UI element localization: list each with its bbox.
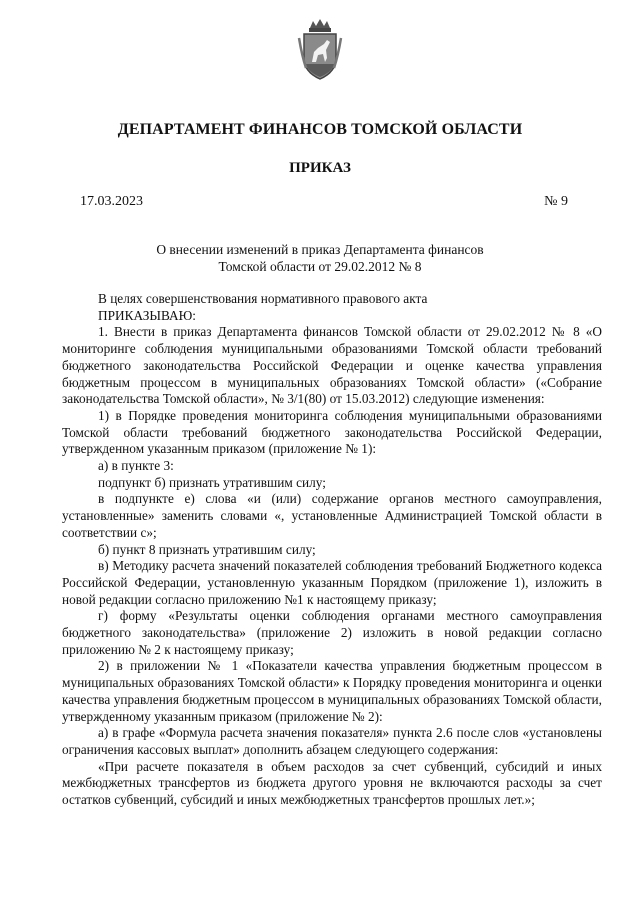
body-paragraph: ПРИКАЗЫВАЮ: (98, 307, 196, 323)
body-paragraph: «При расчете показателя в объем расходов за счет субвенций, субсидий и иных межбюджетных трансфертов из бюджета другого уровня не включаются расходы за счет остатков субвенций, субсидий и иных межбюджетных трансфертов прошлых лет.»; (62, 758, 602, 808)
body-paragraph: в подпункте е) слова «и (или) содержание органов местного самоуправления, установленные» заменить словами «, установленные Администрацией Томской области в соответствии с»; (62, 491, 602, 540)
body-paragraph: 1. Внести в приказ Департамента финансов Томской области от 29.02.2012 № 8 «О мониторинге соблюдения муниципальными образованиями Томской области требований бюджетного законодательства Российской Федерации и оценке качества управления бюджетным процессом в муниципальных образованиях Томской области» («Собрание законодательства Томской области», № 3/1(80) от 15.03.2012) следующие изменения: (62, 324, 602, 407)
body-paragraph: г) форму «Результаты оценки соблюдения органами местного самоуправления бюджетного законодательства» (приложение 2) изложить в новой редакции согласно приложению № 2 к настоящему приказу; (62, 608, 602, 657)
subject-line: О внесении изменений в приказ Департамента финансов (156, 242, 484, 257)
department-title: ДЕПАРТАМЕНТ ФИНАНСОВ ТОМСКОЙ ОБЛАСТИ (117, 121, 523, 138)
order-subject (120, 241, 520, 275)
order-number: № 9 (544, 194, 568, 209)
body-paragraph: В целях совершенствования нормативного правового акта (98, 291, 428, 306)
order-date: 17.03.2023 (80, 194, 143, 209)
order-body (62, 291, 602, 809)
body-paragraph: в) Методику расчета значений показателей соблюдения требований Бюджетного кодекса Российской Федерации, установленную указанным Порядком (приложение 1), изложить в новой редакции согласно приложению №1 к настоящему приказу; (62, 558, 602, 607)
body-paragraph: а) в графе «Формула расчета значения показателя» пункта 2.6 после слов «установлены ограничения кассовых выплат» дополнить абзацем следующего содержания: (62, 725, 602, 757)
body-paragraph: 1) в Порядке проведения мониторинга соблюдения муниципальными образованиями Томской области требований бюджетного законодательства Российской Федерации, утвержденном указанным приказом (приложение № 1): (62, 407, 602, 457)
coat-of-arms-icon (296, 18, 344, 82)
subject-line: Томской области от 29.02.2012 № 8 (218, 259, 422, 274)
order-title: ПРИКАЗ (289, 160, 351, 176)
body-paragraph: а) в пункте 3: (98, 458, 174, 474)
body-paragraph: б) пункт 8 признать утратившим силу; (98, 541, 316, 557)
body-paragraph: подпункт б) признать утратившим силу; (98, 474, 326, 490)
body-paragraph: 2) в приложении № 1 «Показатели качества управления бюджетным процессом в муниципальных образованиях Томской области» к Порядку проведения мониторинга и оценки качества управления бюджетным процессом в муниципальных образованиях Томской области, утвержденному указанным приказом (приложение № 2): (62, 658, 602, 724)
